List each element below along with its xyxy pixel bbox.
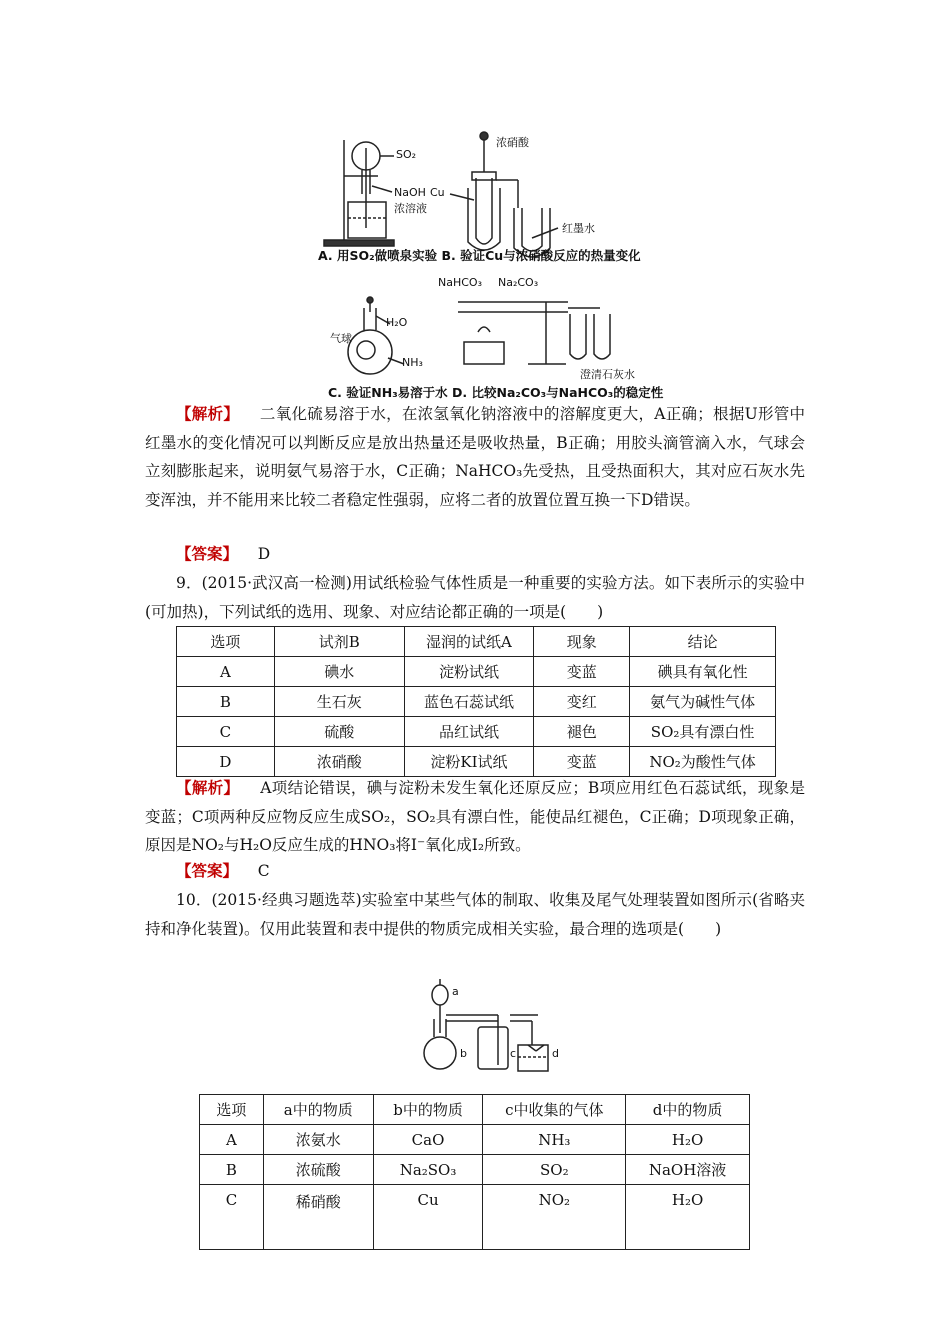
table-cell: C — [200, 1185, 264, 1250]
table-cell: A — [177, 657, 275, 687]
table-cell: 淀粉试纸 — [404, 657, 534, 687]
question-10: 10．(2015·经典习题选萃)实验室中某些气体的制取、收集及尾气处理装置如图所示(省略夹持和净化装置)。仅用此装置和表中提供的物质完成相关实验，最合理的选项是( ) — [145, 891, 805, 938]
table-cell: 蓝色石蕊试纸 — [404, 687, 534, 717]
table-cell: H₂O — [626, 1125, 750, 1155]
table-cell: SO₂具有漂白性 — [630, 717, 776, 747]
answer-tag: 【答案】 — [176, 544, 239, 563]
table-cell: 变蓝 — [534, 747, 630, 777]
table-q10 — [199, 1094, 750, 1250]
answer-q8 — [145, 540, 805, 569]
table-row — [177, 747, 776, 777]
table-cell: 褪色 — [534, 717, 630, 747]
table-header-cell: 选项 — [177, 627, 275, 657]
table-cell: 变蓝 — [534, 657, 630, 687]
table-header-cell: d中的物质 — [626, 1095, 750, 1125]
label-nh3: NH₃ — [402, 356, 423, 369]
label-balloon: 气球 — [330, 332, 352, 345]
label-naoh: NaOH — [394, 186, 426, 199]
figure-apparatus-q10 — [418, 975, 578, 1075]
table-cell: 碘水 — [274, 657, 404, 687]
analysis-tag: 【解析】 — [176, 404, 240, 423]
analysis-q8 — [145, 400, 805, 514]
table-cell: 浓硝酸 — [274, 747, 404, 777]
question-9: 9．(2015·武汉高一检测)用试纸检验气体性质是一种重要的实验方法。如下表所示的实验中(可加热)，下列试纸的选用、现象、对应结论都正确的一项是( ) — [145, 574, 805, 621]
label-c: c — [510, 1047, 517, 1060]
label-red-ink: 红墨水 — [562, 222, 595, 235]
label-b: b — [460, 1047, 467, 1060]
table-cell: NO₂为酸性气体 — [630, 747, 776, 777]
table-q9 — [176, 626, 776, 777]
table-cell: 品红试纸 — [404, 717, 534, 747]
table-header-row — [200, 1095, 750, 1125]
label-h2o: H₂O — [386, 316, 408, 329]
table-cell: 淀粉KI试纸 — [404, 747, 534, 777]
caption-cd: C. 验证NH₃易溶于水 D. 比较Na₂CO₃与NaHCO₃的稳定性 — [328, 385, 664, 400]
answer-value: D — [257, 545, 271, 563]
table-cell: A — [200, 1125, 264, 1155]
table-header-cell: 现象 — [534, 627, 630, 657]
table-cell: Cu — [373, 1185, 483, 1250]
table-cell: D — [177, 747, 275, 777]
table-cell: SO₂ — [483, 1155, 626, 1185]
table-header-cell: a中的物质 — [263, 1095, 373, 1125]
table-cell: Na₂SO₃ — [373, 1155, 483, 1185]
table-cell: 硫酸 — [274, 717, 404, 747]
label-limewater: 澄清石灰水 — [580, 368, 635, 381]
apparatus-q10-drawing — [418, 975, 578, 1075]
label-so2: SO₂ — [396, 148, 417, 161]
answer-q9 — [145, 857, 805, 886]
table-header-cell: 湿润的试纸A — [404, 627, 534, 657]
table-header-cell: c中收集的气体 — [483, 1095, 626, 1125]
table-header-cell: 选项 — [200, 1095, 264, 1125]
figure-apparatus-cd — [328, 272, 678, 382]
table-cell: 浓氨水 — [263, 1125, 373, 1155]
label-conc-nitric-acid: 浓硝酸 — [496, 136, 529, 149]
analysis-q9 — [145, 774, 805, 860]
table-row — [200, 1155, 750, 1185]
table-row — [177, 717, 776, 747]
table-row — [200, 1185, 750, 1250]
label-a: a — [452, 985, 459, 998]
table-row — [177, 687, 776, 717]
table-cell: 碘具有氧化性 — [630, 657, 776, 687]
label-cu: Cu — [430, 186, 445, 199]
answer-tag: 【答案】 — [176, 861, 239, 880]
table-cell: 浓硫酸 — [263, 1155, 373, 1185]
label-d: d — [552, 1047, 559, 1060]
table-cell: C — [177, 717, 275, 747]
table-row — [177, 657, 776, 687]
answer-value: C — [257, 862, 270, 880]
label-na2co3: Na₂CO₃ — [498, 276, 539, 289]
table-cell: 变红 — [534, 687, 630, 717]
caption-ab: A. 用SO₂做喷泉实验 B. 验证Cu与浓硝酸反应的热量变化 — [318, 248, 641, 263]
table-cell: 稀硝酸 — [263, 1185, 373, 1250]
table-cell: CaO — [373, 1125, 483, 1155]
table-row — [200, 1125, 750, 1155]
table-header-cell: 试剂B — [274, 627, 404, 657]
analysis-text: A项结论错误，碘与淀粉未发生氧化还原反应；B项应用红色石蕊试纸，现象是变蓝；C项两种反应物反应生成SO₂，SO₂具有漂白性，能使品红褪色，C正确；D项现象正确，原因是NO₂与H₂O反应生成的HNO₃将I⁻氧化成I₂所致。 — [145, 779, 805, 854]
table-cell: NaOH溶液 — [626, 1155, 750, 1185]
table-cell: 氨气为碱性气体 — [630, 687, 776, 717]
label-nahco3: NaHCO₃ — [438, 276, 482, 289]
table-header-cell: b中的物质 — [373, 1095, 483, 1125]
table-cell: B — [177, 687, 275, 717]
label-naoh-solution: 浓溶液 — [394, 202, 427, 215]
analysis-tag: 【解析】 — [176, 778, 240, 797]
table-header-row — [177, 627, 776, 657]
analysis-text: 二氧化硫易溶于水，在浓氢氧化钠溶液中的溶解度更大，A正确；根据U形管中红墨水的变化情况可以判断反应是放出热量还是吸收热量，B正确；用胶头滴管滴入水，气球会立刻膨胀起来，说明氨气易溶于水，C正确；NaHCO₃先受热，且受热面积大，其对应石灰水先变浑浊，并不能用来比较二者稳定性强弱，应将二者的放置位置互换一下D错误。 — [145, 405, 805, 509]
table-cell: B — [200, 1155, 264, 1185]
table-cell: H₂O — [626, 1185, 750, 1250]
table-header-cell: 结论 — [630, 627, 776, 657]
table-cell: 生石灰 — [274, 687, 404, 717]
table-cell: NO₂ — [483, 1185, 626, 1250]
table-cell: NH₃ — [483, 1125, 626, 1155]
